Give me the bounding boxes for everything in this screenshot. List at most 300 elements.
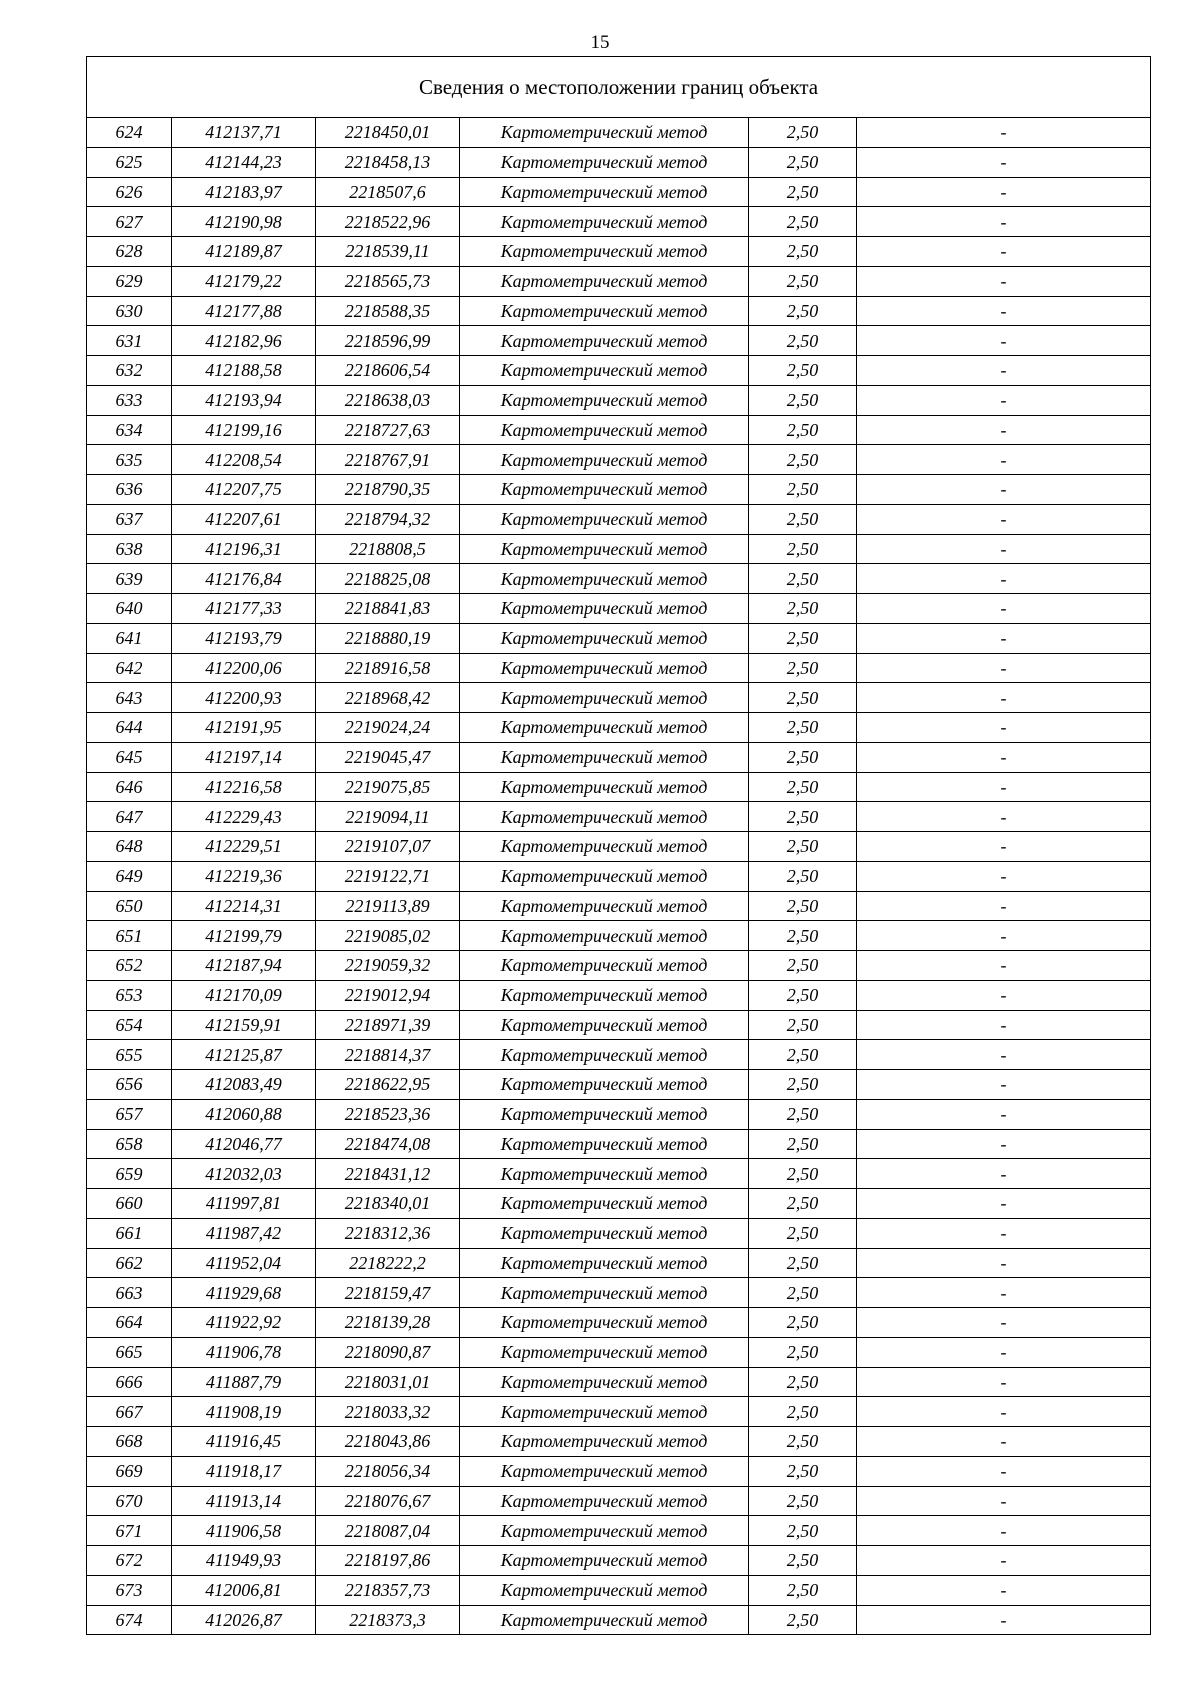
method-cell: Картометрический метод [460, 1308, 749, 1338]
x-coordinate-cell: 411987,42 [172, 1218, 316, 1248]
description-cell: - [857, 683, 1151, 713]
x-coordinate-cell: 412176,84 [172, 564, 316, 594]
table-row [87, 475, 1151, 505]
method-cell: Картометрический метод [460, 1546, 749, 1576]
method-cell: Картометрический метод [460, 326, 749, 356]
x-coordinate-cell: 411913,14 [172, 1486, 316, 1516]
method-cell: Картометрический метод [460, 564, 749, 594]
table-row [87, 445, 1151, 475]
method-cell: Картометрический метод [460, 1189, 749, 1219]
accuracy-cell: 2,50 [749, 742, 857, 772]
description-cell: - [857, 980, 1151, 1010]
table-row [87, 1337, 1151, 1367]
description-cell: - [857, 1456, 1151, 1486]
method-cell: Картометрический метод [460, 1575, 749, 1605]
y-coordinate-cell: 2218539,11 [316, 237, 460, 267]
x-coordinate-cell: 412187,94 [172, 951, 316, 981]
point-number-cell: 658 [87, 1129, 172, 1159]
x-coordinate-cell: 412216,58 [172, 772, 316, 802]
accuracy-cell: 2,50 [749, 1218, 857, 1248]
accuracy-cell: 2,50 [749, 1189, 857, 1219]
point-number-cell: 631 [87, 326, 172, 356]
description-cell: - [857, 772, 1151, 802]
accuracy-cell: 2,50 [749, 504, 857, 534]
y-coordinate-cell: 2219059,32 [316, 951, 460, 981]
accuracy-cell: 2,50 [749, 1486, 857, 1516]
description-cell: - [857, 445, 1151, 475]
accuracy-cell: 2,50 [749, 118, 857, 148]
method-cell: Картометрический метод [460, 861, 749, 891]
description-cell: - [857, 356, 1151, 386]
x-coordinate-cell: 412196,31 [172, 534, 316, 564]
x-coordinate-cell: 412200,93 [172, 683, 316, 713]
description-cell: - [857, 891, 1151, 921]
accuracy-cell: 2,50 [749, 237, 857, 267]
point-number-cell: 629 [87, 266, 172, 296]
table-row [87, 1189, 1151, 1219]
method-cell: Картометрический метод [460, 1010, 749, 1040]
x-coordinate-cell: 412159,91 [172, 1010, 316, 1040]
table-row [87, 356, 1151, 386]
table-row [87, 1010, 1151, 1040]
point-number-cell: 674 [87, 1605, 172, 1635]
accuracy-cell: 2,50 [749, 713, 857, 743]
point-number-cell: 624 [87, 118, 172, 148]
point-number-cell: 634 [87, 415, 172, 445]
point-number-cell: 647 [87, 802, 172, 832]
table-row [87, 1278, 1151, 1308]
x-coordinate-cell: 412006,81 [172, 1575, 316, 1605]
accuracy-cell: 2,50 [749, 1427, 857, 1457]
point-number-cell: 636 [87, 475, 172, 505]
point-number-cell: 625 [87, 147, 172, 177]
table-row [87, 1516, 1151, 1546]
accuracy-cell: 2,50 [749, 1397, 857, 1427]
x-coordinate-cell: 412208,54 [172, 445, 316, 475]
x-coordinate-cell: 411929,68 [172, 1278, 316, 1308]
description-cell: - [857, 207, 1151, 237]
table-row [87, 1308, 1151, 1338]
description-cell: - [857, 385, 1151, 415]
y-coordinate-cell: 2219122,71 [316, 861, 460, 891]
accuracy-cell: 2,50 [749, 653, 857, 683]
x-coordinate-cell: 411887,79 [172, 1367, 316, 1397]
boundary-coordinates-table [86, 56, 1151, 1635]
accuracy-cell: 2,50 [749, 266, 857, 296]
method-cell: Картометрический метод [460, 385, 749, 415]
table-row [87, 1070, 1151, 1100]
y-coordinate-cell: 2218222,2 [316, 1248, 460, 1278]
y-coordinate-cell: 2219012,94 [316, 980, 460, 1010]
y-coordinate-cell: 2218522,96 [316, 207, 460, 237]
table-row [87, 891, 1151, 921]
y-coordinate-cell: 2218790,35 [316, 475, 460, 505]
description-cell: - [857, 951, 1151, 981]
y-coordinate-cell: 2218431,12 [316, 1159, 460, 1189]
description-cell: - [857, 1575, 1151, 1605]
table-row [87, 415, 1151, 445]
point-number-cell: 671 [87, 1516, 172, 1546]
point-number-cell: 650 [87, 891, 172, 921]
table-row [87, 1605, 1151, 1635]
x-coordinate-cell: 411918,17 [172, 1456, 316, 1486]
x-coordinate-cell: 412179,22 [172, 266, 316, 296]
method-cell: Картометрический метод [460, 980, 749, 1010]
table-row [87, 713, 1151, 743]
x-coordinate-cell: 412026,87 [172, 1605, 316, 1635]
point-number-cell: 654 [87, 1010, 172, 1040]
accuracy-cell: 2,50 [749, 1308, 857, 1338]
table-row [87, 1575, 1151, 1605]
description-cell: - [857, 296, 1151, 326]
description-cell: - [857, 1308, 1151, 1338]
point-number-cell: 633 [87, 385, 172, 415]
accuracy-cell: 2,50 [749, 1129, 857, 1159]
y-coordinate-cell: 2218588,35 [316, 296, 460, 326]
method-cell: Картометрический метод [460, 742, 749, 772]
method-cell: Картометрический метод [460, 1040, 749, 1070]
description-cell: - [857, 1189, 1151, 1219]
x-coordinate-cell: 412197,14 [172, 742, 316, 772]
description-cell: - [857, 118, 1151, 148]
description-cell: - [857, 921, 1151, 951]
y-coordinate-cell: 2218916,58 [316, 653, 460, 683]
x-coordinate-cell: 412137,71 [172, 118, 316, 148]
y-coordinate-cell: 2219113,89 [316, 891, 460, 921]
x-coordinate-cell: 412144,23 [172, 147, 316, 177]
table-title: Сведения о местоположении границ объекта [87, 57, 1151, 118]
y-coordinate-cell: 2219075,85 [316, 772, 460, 802]
x-coordinate-cell: 412125,87 [172, 1040, 316, 1070]
y-coordinate-cell: 2218622,95 [316, 1070, 460, 1100]
accuracy-cell: 2,50 [749, 802, 857, 832]
x-coordinate-cell: 412190,98 [172, 207, 316, 237]
description-cell: - [857, 1218, 1151, 1248]
method-cell: Картометрический метод [460, 445, 749, 475]
description-cell: - [857, 1099, 1151, 1129]
accuracy-cell: 2,50 [749, 296, 857, 326]
y-coordinate-cell: 2218523,36 [316, 1099, 460, 1129]
method-cell: Картометрический метод [460, 802, 749, 832]
point-number-cell: 653 [87, 980, 172, 1010]
y-coordinate-cell: 2219045,47 [316, 742, 460, 772]
y-coordinate-cell: 2218808,5 [316, 534, 460, 564]
table-row [87, 385, 1151, 415]
point-number-cell: 648 [87, 832, 172, 862]
y-coordinate-cell: 2219085,02 [316, 921, 460, 951]
y-coordinate-cell: 2218043,86 [316, 1427, 460, 1457]
description-cell: - [857, 653, 1151, 683]
method-cell: Картометрический метод [460, 1248, 749, 1278]
point-number-cell: 663 [87, 1278, 172, 1308]
table-row [87, 1159, 1151, 1189]
x-coordinate-cell: 412219,36 [172, 861, 316, 891]
y-coordinate-cell: 2219107,07 [316, 832, 460, 862]
method-cell: Картометрический метод [460, 653, 749, 683]
method-cell: Картометрический метод [460, 1218, 749, 1248]
table-row [87, 951, 1151, 981]
description-cell: - [857, 1070, 1151, 1100]
y-coordinate-cell: 2218033,32 [316, 1397, 460, 1427]
description-cell: - [857, 1248, 1151, 1278]
description-cell: - [857, 1367, 1151, 1397]
point-number-cell: 641 [87, 623, 172, 653]
x-coordinate-cell: 412188,58 [172, 356, 316, 386]
description-cell: - [857, 802, 1151, 832]
description-cell: - [857, 1397, 1151, 1427]
point-number-cell: 626 [87, 177, 172, 207]
table-row [87, 980, 1151, 1010]
x-coordinate-cell: 411997,81 [172, 1189, 316, 1219]
point-number-cell: 635 [87, 445, 172, 475]
description-cell: - [857, 415, 1151, 445]
x-coordinate-cell: 412060,88 [172, 1099, 316, 1129]
y-coordinate-cell: 2218090,87 [316, 1337, 460, 1367]
y-coordinate-cell: 2218814,37 [316, 1040, 460, 1070]
accuracy-cell: 2,50 [749, 1456, 857, 1486]
method-cell: Картометрический метод [460, 772, 749, 802]
x-coordinate-cell: 412170,09 [172, 980, 316, 1010]
table-row [87, 177, 1151, 207]
point-number-cell: 638 [87, 534, 172, 564]
accuracy-cell: 2,50 [749, 1070, 857, 1100]
method-cell: Картометрический метод [460, 594, 749, 624]
x-coordinate-cell: 412199,79 [172, 921, 316, 951]
table-row [87, 1486, 1151, 1516]
x-coordinate-cell: 412083,49 [172, 1070, 316, 1100]
method-cell: Картометрический метод [460, 1278, 749, 1308]
point-number-cell: 644 [87, 713, 172, 743]
point-number-cell: 646 [87, 772, 172, 802]
accuracy-cell: 2,50 [749, 1337, 857, 1367]
table-row [87, 237, 1151, 267]
point-number-cell: 632 [87, 356, 172, 386]
y-coordinate-cell: 2218767,91 [316, 445, 460, 475]
table-row [87, 594, 1151, 624]
method-cell: Картометрический метод [460, 1456, 749, 1486]
point-number-cell: 655 [87, 1040, 172, 1070]
method-cell: Картометрический метод [460, 713, 749, 743]
accuracy-cell: 2,50 [749, 415, 857, 445]
method-cell: Картометрический метод [460, 415, 749, 445]
accuracy-cell: 2,50 [749, 1516, 857, 1546]
table-row [87, 1546, 1151, 1576]
table-row [87, 802, 1151, 832]
y-coordinate-cell: 2218197,86 [316, 1546, 460, 1576]
accuracy-cell: 2,50 [749, 861, 857, 891]
x-coordinate-cell: 412207,75 [172, 475, 316, 505]
point-number-cell: 668 [87, 1427, 172, 1457]
description-cell: - [857, 1516, 1151, 1546]
accuracy-cell: 2,50 [749, 147, 857, 177]
y-coordinate-cell: 2218968,42 [316, 683, 460, 713]
y-coordinate-cell: 2218880,19 [316, 623, 460, 653]
x-coordinate-cell: 411949,93 [172, 1546, 316, 1576]
description-cell: - [857, 266, 1151, 296]
point-number-cell: 661 [87, 1218, 172, 1248]
point-number-cell: 649 [87, 861, 172, 891]
accuracy-cell: 2,50 [749, 356, 857, 386]
description-cell: - [857, 1278, 1151, 1308]
point-number-cell: 656 [87, 1070, 172, 1100]
y-coordinate-cell: 2218450,01 [316, 118, 460, 148]
method-cell: Картометрический метод [460, 296, 749, 326]
method-cell: Картометрический метод [460, 891, 749, 921]
y-coordinate-cell: 2218596,99 [316, 326, 460, 356]
point-number-cell: 652 [87, 951, 172, 981]
description-cell: - [857, 623, 1151, 653]
description-cell: - [857, 1427, 1151, 1457]
accuracy-cell: 2,50 [749, 1159, 857, 1189]
table-row [87, 861, 1151, 891]
x-coordinate-cell: 411952,04 [172, 1248, 316, 1278]
description-cell: - [857, 564, 1151, 594]
accuracy-cell: 2,50 [749, 1248, 857, 1278]
method-cell: Картометрический метод [460, 534, 749, 564]
accuracy-cell: 2,50 [749, 1575, 857, 1605]
point-number-cell: 672 [87, 1546, 172, 1576]
accuracy-cell: 2,50 [749, 980, 857, 1010]
y-coordinate-cell: 2218340,01 [316, 1189, 460, 1219]
x-coordinate-cell: 412193,94 [172, 385, 316, 415]
page-number: 15 [590, 32, 610, 53]
accuracy-cell: 2,50 [749, 1099, 857, 1129]
description-cell: - [857, 1337, 1151, 1367]
accuracy-cell: 2,50 [749, 623, 857, 653]
accuracy-cell: 2,50 [749, 921, 857, 951]
point-number-cell: 637 [87, 504, 172, 534]
method-cell: Картометрический метод [460, 951, 749, 981]
table-row [87, 623, 1151, 653]
y-coordinate-cell: 2218794,32 [316, 504, 460, 534]
description-cell: - [857, 534, 1151, 564]
accuracy-cell: 2,50 [749, 1278, 857, 1308]
description-cell: - [857, 147, 1151, 177]
description-cell: - [857, 1605, 1151, 1635]
accuracy-cell: 2,50 [749, 951, 857, 981]
accuracy-cell: 2,50 [749, 1546, 857, 1576]
y-coordinate-cell: 2218357,73 [316, 1575, 460, 1605]
description-cell: - [857, 713, 1151, 743]
table-row [87, 266, 1151, 296]
table-row [87, 534, 1151, 564]
x-coordinate-cell: 412032,03 [172, 1159, 316, 1189]
method-cell: Картометрический метод [460, 1397, 749, 1427]
y-coordinate-cell: 2218139,28 [316, 1308, 460, 1338]
accuracy-cell: 2,50 [749, 207, 857, 237]
point-number-cell: 627 [87, 207, 172, 237]
accuracy-cell: 2,50 [749, 891, 857, 921]
point-number-cell: 645 [87, 742, 172, 772]
x-coordinate-cell: 412183,97 [172, 177, 316, 207]
method-cell: Картометрический метод [460, 177, 749, 207]
x-coordinate-cell: 412207,61 [172, 504, 316, 534]
accuracy-cell: 2,50 [749, 772, 857, 802]
x-coordinate-cell: 412177,88 [172, 296, 316, 326]
description-cell: - [857, 1159, 1151, 1189]
accuracy-cell: 2,50 [749, 385, 857, 415]
x-coordinate-cell: 412182,96 [172, 326, 316, 356]
x-coordinate-cell: 412046,77 [172, 1129, 316, 1159]
y-coordinate-cell: 2219094,11 [316, 802, 460, 832]
accuracy-cell: 2,50 [749, 683, 857, 713]
table-row [87, 147, 1151, 177]
point-number-cell: 639 [87, 564, 172, 594]
y-coordinate-cell: 2218971,39 [316, 1010, 460, 1040]
table-row [87, 1248, 1151, 1278]
y-coordinate-cell: 2218031,01 [316, 1367, 460, 1397]
method-cell: Картометрический метод [460, 623, 749, 653]
table-row [87, 564, 1151, 594]
method-cell: Картометрический метод [460, 1159, 749, 1189]
method-cell: Картометрический метод [460, 1516, 749, 1546]
point-number-cell: 664 [87, 1308, 172, 1338]
y-coordinate-cell: 2218373,3 [316, 1605, 460, 1635]
table-row [87, 683, 1151, 713]
method-cell: Картометрический метод [460, 1129, 749, 1159]
description-cell: - [857, 475, 1151, 505]
method-cell: Картометрический метод [460, 921, 749, 951]
accuracy-cell: 2,50 [749, 1040, 857, 1070]
x-coordinate-cell: 412189,87 [172, 237, 316, 267]
description-cell: - [857, 1486, 1151, 1516]
accuracy-cell: 2,50 [749, 832, 857, 862]
point-number-cell: 642 [87, 653, 172, 683]
point-number-cell: 640 [87, 594, 172, 624]
description-cell: - [857, 742, 1151, 772]
description-cell: - [857, 177, 1151, 207]
point-number-cell: 666 [87, 1367, 172, 1397]
table-row [87, 653, 1151, 683]
accuracy-cell: 2,50 [749, 445, 857, 475]
point-number-cell: 628 [87, 237, 172, 267]
table-row [87, 1367, 1151, 1397]
y-coordinate-cell: 2218087,04 [316, 1516, 460, 1546]
table-row [87, 326, 1151, 356]
table-row [87, 118, 1151, 148]
table-row [87, 1427, 1151, 1457]
table-row [87, 1099, 1151, 1129]
description-cell: - [857, 832, 1151, 862]
x-coordinate-cell: 411906,58 [172, 1516, 316, 1546]
x-coordinate-cell: 412199,16 [172, 415, 316, 445]
table-row [87, 207, 1151, 237]
table-row [87, 296, 1151, 326]
x-coordinate-cell: 411906,78 [172, 1337, 316, 1367]
x-coordinate-cell: 412191,95 [172, 713, 316, 743]
table-row [87, 921, 1151, 951]
y-coordinate-cell: 2218606,54 [316, 356, 460, 386]
table-row [87, 772, 1151, 802]
method-cell: Картометрический метод [460, 118, 749, 148]
method-cell: Картометрический метод [460, 475, 749, 505]
accuracy-cell: 2,50 [749, 177, 857, 207]
method-cell: Картометрический метод [460, 147, 749, 177]
method-cell: Картометрический метод [460, 1605, 749, 1635]
x-coordinate-cell: 412200,06 [172, 653, 316, 683]
method-cell: Картометрический метод [460, 832, 749, 862]
description-cell: - [857, 1546, 1151, 1576]
method-cell: Картометрический метод [460, 266, 749, 296]
method-cell: Картометрический метод [460, 356, 749, 386]
x-coordinate-cell: 412214,31 [172, 891, 316, 921]
point-number-cell: 660 [87, 1189, 172, 1219]
point-number-cell: 630 [87, 296, 172, 326]
description-cell: - [857, 861, 1151, 891]
y-coordinate-cell: 2218159,47 [316, 1278, 460, 1308]
method-cell: Картометрический метод [460, 683, 749, 713]
table-row [87, 1218, 1151, 1248]
